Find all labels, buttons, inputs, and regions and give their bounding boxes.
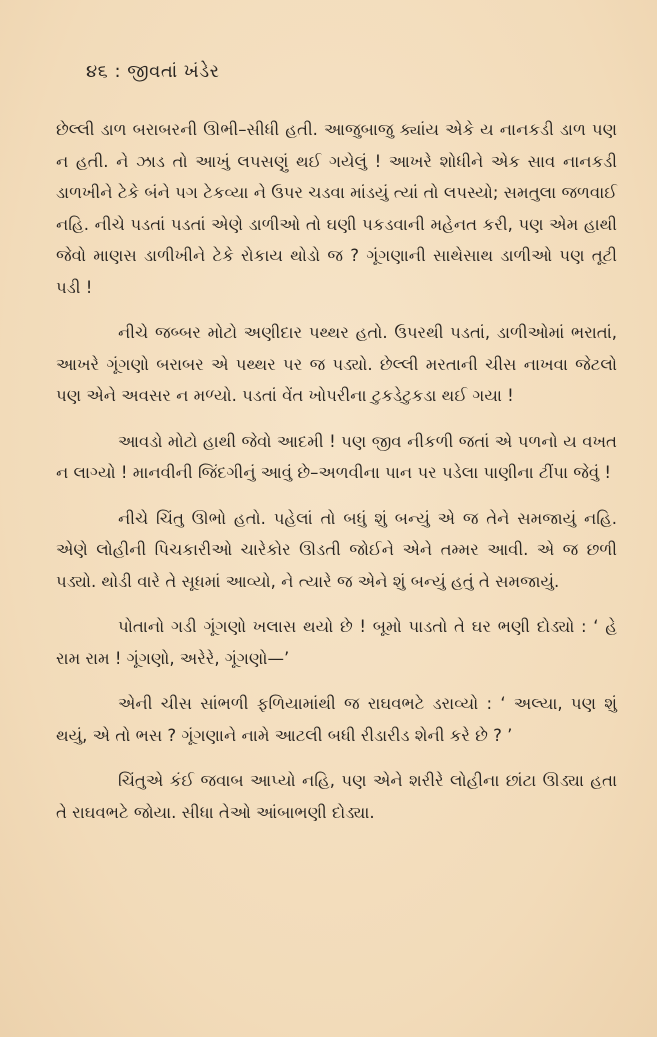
- chapter-title: જીવતાં ખંડેર: [127, 61, 220, 82]
- running-header: [86, 60, 617, 84]
- page-number: ૪૬: [86, 61, 109, 82]
- header-separator: :: [114, 61, 122, 82]
- paragraph-2: નીચે જબ્બર મોટો અણીદાર પથ્થર હતો. ઉપરથી પડતાં, ડાળીઓમાં ભરાતાં, આખરે ગૂંગણો બરાબર એ પથ્થર પર જ પડ્યો. છેલ્લી મરતાની ચીસ નાખવા જેટલો પણ એને અવસર ન મળ્યો. પડતાં વેંત ખોપરીના ટુકડેટુકડા થઈ ગયા !: [56, 323, 617, 405]
- paragraph-5: પોતાનો ગડી ગૂંગણો ખલાસ થયો છે ! બૂમો પાડતો તે ઘર ભણી દોડ્યો : ‘ હે રામ રામ ! ગૂંગણો, અરેરે, ગૂંગણો—’: [56, 617, 617, 668]
- paragraph-7: ચિંતુએ કંઈ જવાબ આપ્યો નહિ, પણ એને શરીરે લોહીના છાંટા ઊડ્યા હતા તે રાઘવભટે જોયા. સીધા તેઓ આંબાભણી દોડ્યા.: [56, 771, 617, 822]
- paragraph-1: છેલ્લી ડાળ બરાબરની ઊભી–સીધી હતી. આજુબાજુ ક્યાંય એકે ય નાનકડી ડાળ પણ ન હતી. ને ઝાડ તો આખું લપસણું થઈ ગયેલું ! આખરે શોધીને એક સાવ નાનકડી ડાળખીને ટેકે બંને પગ ટેકવ્યા ને ઉપર ચડવા માંડયું ત્યાં તો લપસ્યો; સમતુલા જળવાઈ નહિ. નીચે પડતાં પડતાં એણે ડાળીઓ તો ઘણી પકડવાની મહેનત કરી, પણ એમ હાથી જેવો માણસ ડાળીખીને ટેકે રોકાય થોડો જ ? ગૂંગણાની સાથેસાથ ડાળીઓ પણ તૂટી પડી !: [56, 120, 617, 297]
- paragraph-3: આવડો મોટો હાથી જેવો આદમી ! પણ જીવ નીકળી જતાં એ પળનો ય વખત ન લાગ્યો ! માનવીની જિંદગીનું આવું છે–અળવીના પાન પર પડેલા પાણીના ટીંપા જેવું !: [56, 431, 617, 482]
- paragraph-6: એની ચીસ સાંભળી ફળિયામાંથી જ રાઘવભટે ડરાવ્યો : ‘ અલ્યા, પણ શું થયું, એ તો ભસ ? ગૂંગણાને નામે આટલી બધી રીડારીડ શેની કરે છે ? ’: [56, 694, 617, 745]
- paragraph-4: નીચે ચિંતુ ઊભો હતો. પહેલાં તો બધું શું બન્યું એ જ તેને સમજાયું નહિ. એણે લોહીની પિચકારીઓ ચારેકોર ઊડતી જોઈને એને તમ્મર આવી. એ જ છળી પડ્યો. થોડી વારે તે સૂધમાં આવ્યો, ને ત્યારે જ એને શું બન્યું હતું તે સમજાયું.: [56, 508, 617, 591]
